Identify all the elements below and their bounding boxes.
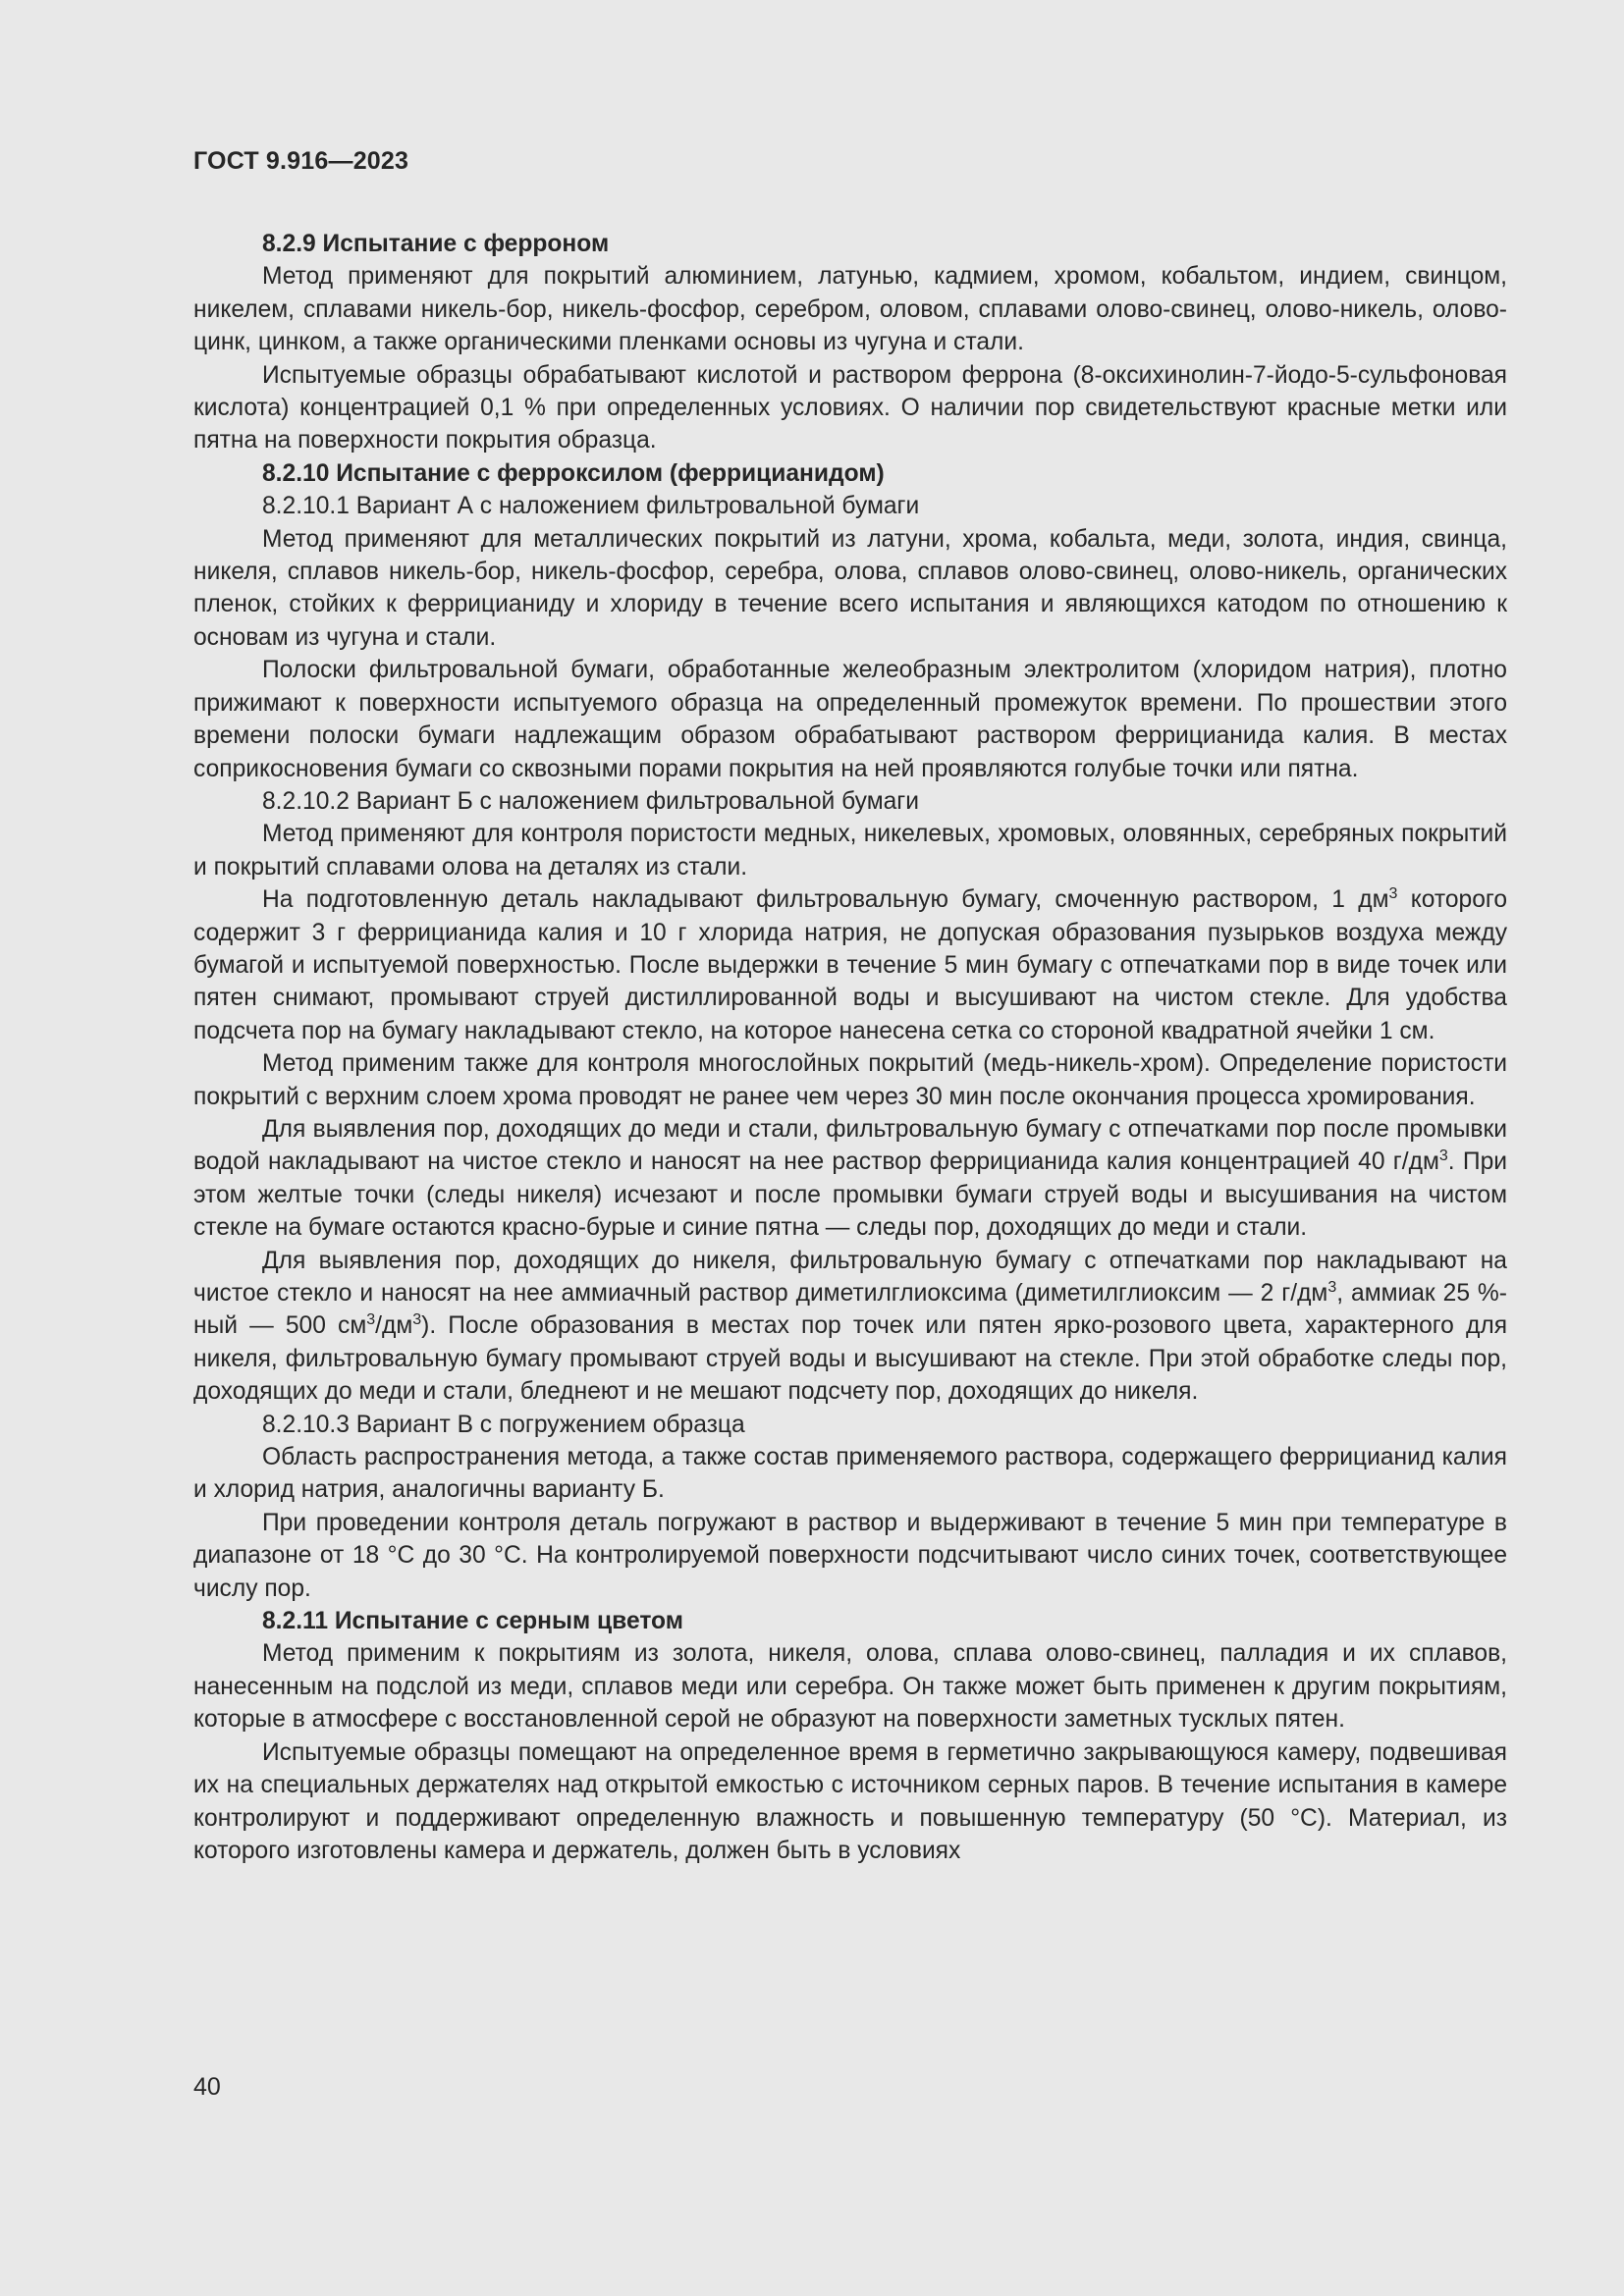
section-heading: 8.2.11 Испытание с серным цветом xyxy=(262,1608,683,1635)
document-code-header: ГОСТ 9.916—2023 xyxy=(193,147,409,175)
text-segment: Для выявления пор, доходящих до никеля, фильтровальную бумагу с отпечатками пор накладывают на чистое стекло и наносят на нее аммиачный раствор диметилглиоксима (диметилглиоксим — 2 г/дм xyxy=(193,1247,1507,1307)
body-paragraph: При проведении контроля деталь погружают в раствор и выдерживают в течение 5 мин при температуре в диапазоне от 18 °С до 30 °С. На контролируемой поверхности подсчитывают число синих точек, соответствующее числу пор. xyxy=(193,1509,1507,1602)
superscript: 3 xyxy=(1438,1148,1448,1165)
text-segment: . При этом желтые точки (следы никеля) исчезают и после промывки бумаги струей воды и высушивания на чистом стекле на бумаге остаются красно-бурые и синие пятна — следы пор, доходящих до меди и стали. xyxy=(193,1148,1508,1242)
superscript: 3 xyxy=(366,1311,376,1329)
body-paragraph: Метод применим также для контроля многослойных покрытий (медь-никель-хром). Определение пористости покрытий с верхним слоем хрома проводят не ранее чем через 30 мин после окончания процесса хромирования. xyxy=(193,1050,1507,1110)
text-segment: которого содержит 3 г феррицианида калия и 10 г хлорида натрия, не допуская образования пузырьков воздуха между бумагой и испытуемой поверхностью. После выдержки в течение 5 мин бумагу с отпечатками пор в виде точек или пятен снимают, промывают струей дистиллированной воды и высушивают на чистом стекле. Для удобства подсчета пор на бумагу накладывают стекло, на которое нанесена сетка со стороной квадратной ячейки 1 см. xyxy=(193,886,1508,1044)
body-paragraph: Испытуемые образцы обрабатывают кислотой и раствором феррона (8-оксихинолин-7-йодо-5-сульфоновая кислота) концентрацией 0,1 % при определенных условиях. О наличии пор свидетельствуют красные метки или пятна на поверхности покрытия образца. xyxy=(193,361,1507,454)
subsection-heading: 8.2.10.2 Вариант Б с наложением фильтровальной бумаги xyxy=(262,787,919,815)
body-paragraph: Метод применим к покрытиям из золота, никеля, олова, сплава олово-свинец, палладия и их сплавов, нанесенным на подслой из меди, сплавов меди или серебра. Он также может быть применен к другим покрытиям, которые в атмосфере с восстановленной серой не образуют на поверхности заметных тусклых пятен. xyxy=(193,1640,1507,1734)
body-paragraph xyxy=(193,1113,1507,1245)
body-paragraph xyxy=(193,883,1507,1047)
body-paragraph: Область распространения метода, а также состав применяемого раствора, содержащего феррицианид калия и хлорид натрия, аналогичны варианту Б. xyxy=(193,1444,1507,1504)
superscript: 3 xyxy=(1388,885,1398,903)
section-heading: 8.2.10 Испытание с ферроксилом (феррицианидом) xyxy=(262,459,885,487)
superscript: 3 xyxy=(1327,1279,1337,1296)
section-heading: 8.2.9 Испытание с ферроном xyxy=(262,231,610,257)
subsection-heading: 8.2.10.3 Вариант В с погружением образца xyxy=(262,1411,745,1438)
text-segment: Для выявления пор, доходящих до меди и стали, фильтровальную бумагу с отпечатками пор после промывки водой накладывают на чистое стекло и наносят на нее раствор феррицианида калия концентрацией 40 г/дм xyxy=(193,1115,1507,1176)
body-paragraph xyxy=(193,1245,1507,1409)
body-paragraph: Метод применяют для контроля пористости медных, никелевых, хромовых, оловянных, серебряных покрытий и покрытий сплавами олова на деталях из стали. xyxy=(193,821,1507,881)
subsection-heading: 8.2.10.1 Вариант А с наложением фильтровальной бумаги xyxy=(262,493,920,520)
body-paragraph: Метод применяют для металлических покрытий из латуни, хрома, кобальта, меди, золота, индия, свинца, никеля, сплавов никель-бор, никель-фосфор, серебра, олова, сплавов олово-свинец, олово-никель, органических пленок, стойких к феррицианиду и хлориду в течение всего испытания и являющихся катодом по отношению к основам из чугуна и стали. xyxy=(193,525,1507,651)
text-segment: На подготовленную деталь накладывают фильтровальную бумагу, смоченную раствором, 1 дм xyxy=(262,886,1389,914)
superscript: 3 xyxy=(412,1311,422,1329)
body-paragraph: Полоски фильтровальной бумаги, обработанные желеобразным электролитом (хлоридом натрия), плотно прижимают к поверхности испытуемого образца на определенный промежуток времени. По прошествии этого времени полоски бумаги надлежащим образом обрабатывают раствором феррицианида калия. В местах соприкосновения бумаги со сквозными порами покрытия на ней проявляются голубые точки или пятна. xyxy=(193,657,1507,782)
text-segment: , аммиак 25 %-ный — 500 см xyxy=(193,1280,1507,1340)
body-paragraph: Испытуемые образцы помещают на определенное время в герметично закрывающуюся камеру, подвешивая их на специальных держателях над открытой емкостью с источником серных паров. В течение испытания в камере контролируют и поддерживают определенную влажность и повышенную температуру (50 °С). Материал, из которого изготовлены камера и держатель, должен быть в условиях xyxy=(193,1738,1507,1864)
body-paragraph: Метод применяют для покрытий алюминием, латунью, кадмием, хромом, кобальтом, индием, свинцом, никелем, сплавами никель-бор, никель-фосфор, серебром, оловом, сплавами олово-свинец, олово-никель, олово-цинк, цинком, а также органическими пленками основы из чугуна и стали. xyxy=(193,263,1507,356)
text-segment: /дм xyxy=(375,1312,413,1340)
text-segment: ). После образования в местах пор точек или пятен ярко-розового цвета, характерного для никеля, фильтровальную бумагу промывают струей воды и высушивают на стекле. При этой обработке следы пор, доходящих до меди и стали, бледнеют и не мешают подсчету пор, доходящих до никеля. xyxy=(193,1312,1508,1406)
page-number: 40 xyxy=(193,2073,221,2101)
document-body xyxy=(193,228,1507,1867)
